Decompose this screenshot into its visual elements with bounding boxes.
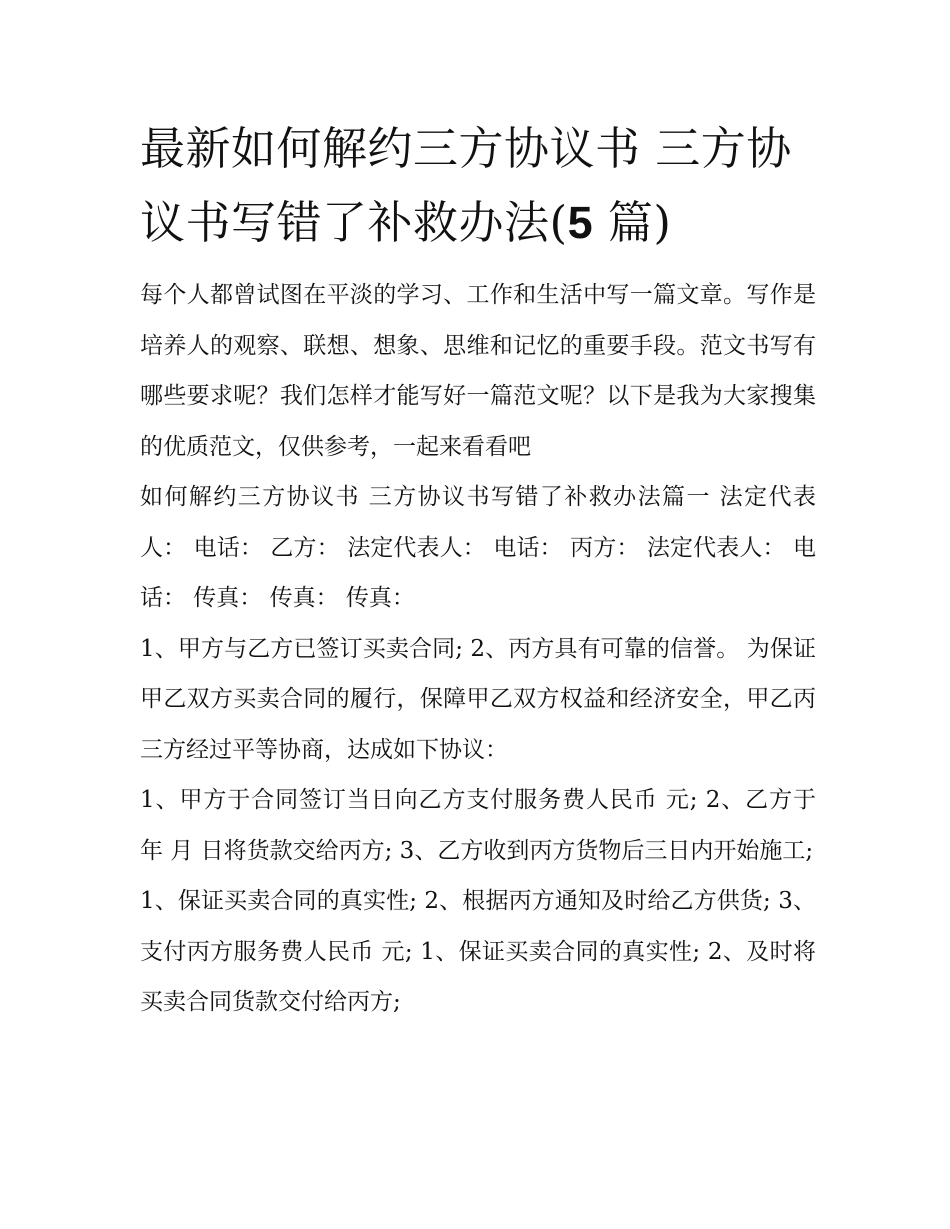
document-page <box>140 112 816 1028</box>
title-text: 最新如何解约三方协议书 三方协议书写错了补救办法( <box>140 122 792 249</box>
document-body <box>140 270 816 1028</box>
party-a-obligations-paragraph: 1、甲方于合同签订当日向乙方支付服务费人民币 元; 2、乙方于 年 月 日将货款交给丙方; 3、乙方收到丙方货物后三日内开始施工; <box>140 787 816 864</box>
background-paragraph: 1、甲方与乙方已签订买卖合同; 2、丙方具有可靠的信誉。 为保证甲乙双方买卖合同的履行，保障甲乙双方权益和经济安全，甲乙丙三方经过平等协商，达成如下协议： <box>140 635 816 763</box>
party-b-obligations-paragraph: 1、保证买卖合同的真实性; 2、根据丙方通知及时给乙方供货; 3、支付丙方服务费人民币 元; 1、保证买卖合同的真实性; 2、及时将买卖合同货款交付给丙方; <box>140 888 816 1015</box>
intro-paragraph: 每个人都曾试图在平淡的学习、工作和生活中写一篇文章。写作是培养人的观察、联想、想象、思维和记忆的重要手段。范文书写有哪些要求呢？我们怎样才能写好一篇范文呢？以下是我为大家搜集的优质范文，仅供参考，一起来看看吧 <box>140 282 816 460</box>
parties-paragraph: 如何解约三方协议书 三方协议书写错了补救办法篇一 法定代表人： 电话： 乙方： 法定代表人： 电话： 丙方： 法定代表人： 电话： 传真： 传真： 传真： <box>140 484 816 611</box>
title-suffix: 篇) <box>593 196 672 249</box>
title-count: 5 <box>567 197 594 248</box>
document-title <box>140 112 816 260</box>
